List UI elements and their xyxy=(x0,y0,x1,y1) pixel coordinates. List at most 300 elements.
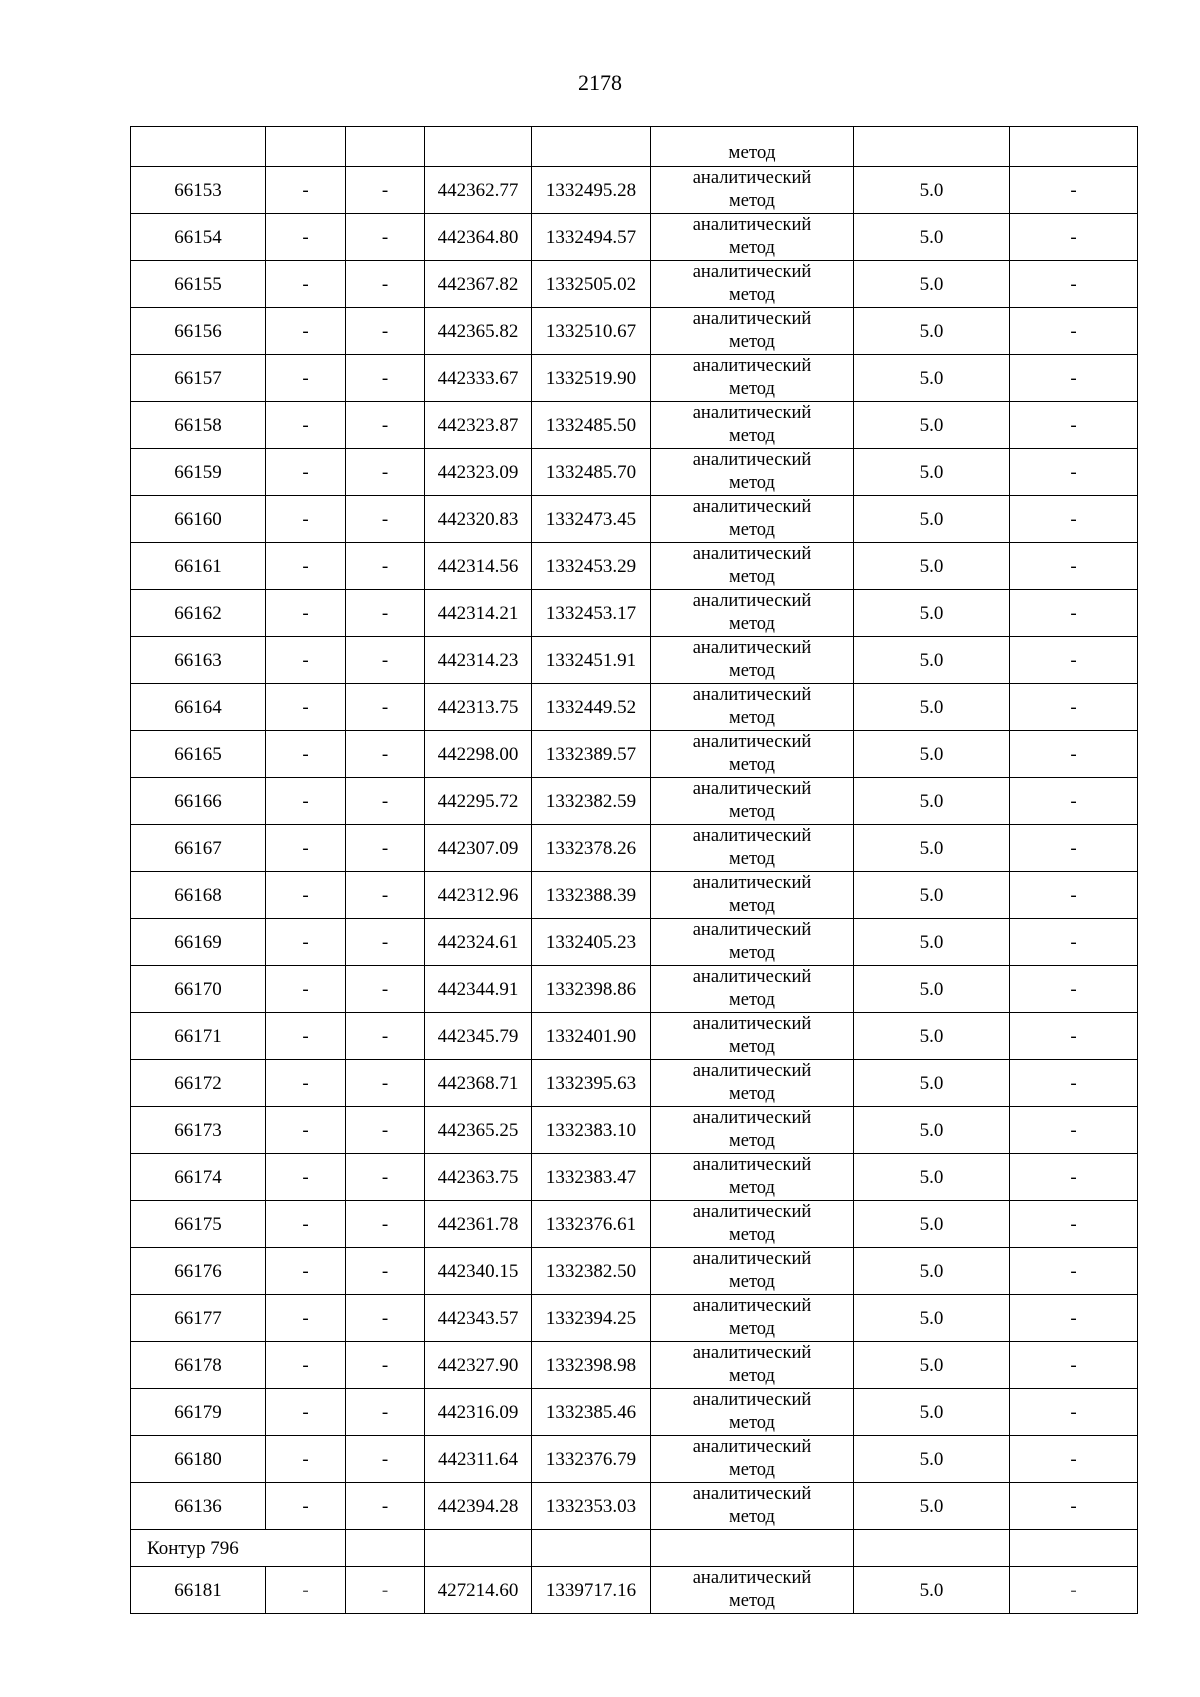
cell-method xyxy=(651,1060,854,1107)
cell-point-id: 66178 xyxy=(131,1342,266,1389)
contour-label: Контур 796 xyxy=(131,1530,346,1567)
cell-accuracy: 5.0 xyxy=(854,1154,1010,1201)
cell-accuracy: 5.0 xyxy=(854,449,1010,496)
table-row xyxy=(131,355,1138,402)
cell-x: 442316.09 xyxy=(425,1389,532,1436)
table-row xyxy=(131,449,1138,496)
table-row xyxy=(131,637,1138,684)
cell-dash: - xyxy=(266,1342,346,1389)
cell-method xyxy=(651,684,854,731)
cell-dash: - xyxy=(1010,590,1138,637)
cell-dash: - xyxy=(266,1248,346,1295)
cell-point-id: 66153 xyxy=(131,167,266,214)
method-line-2: метод xyxy=(729,802,775,822)
cell-method xyxy=(651,1483,854,1530)
method-line-2: метод xyxy=(729,567,775,587)
cell-y: 1332495.28 xyxy=(532,167,651,214)
cell-dash: - xyxy=(1010,402,1138,449)
method-line-1: аналитический xyxy=(692,1484,812,1504)
cell-dash: - xyxy=(346,1342,425,1389)
cell-method xyxy=(651,778,854,825)
cell-dash: - xyxy=(266,966,346,1013)
cell-x: 442365.82 xyxy=(425,308,532,355)
cell-point-id: 66165 xyxy=(131,731,266,778)
cell-point-id: 66161 xyxy=(131,543,266,590)
cell-x: 442345.79 xyxy=(425,1013,532,1060)
cell-dash: - xyxy=(1010,214,1138,261)
cell-dash: - xyxy=(1010,167,1138,214)
cell-dash: - xyxy=(1010,966,1138,1013)
coordinates-table xyxy=(130,126,1138,1614)
cell-x: 442340.15 xyxy=(425,1248,532,1295)
cell-accuracy: 5.0 xyxy=(854,1567,1010,1614)
cell-x: 442314.21 xyxy=(425,590,532,637)
cell-accuracy: 5.0 xyxy=(854,543,1010,590)
method-line-2: метод xyxy=(729,1225,775,1245)
cell-accuracy: 5.0 xyxy=(854,919,1010,966)
cell-accuracy: 5.0 xyxy=(854,261,1010,308)
cell-y: 1332388.39 xyxy=(532,872,651,919)
cell-x: 442313.75 xyxy=(425,684,532,731)
page-number: 2178 xyxy=(578,70,622,95)
cell-dash: - xyxy=(346,1483,425,1530)
cell-dash: - xyxy=(346,1013,425,1060)
method-line-2: метод xyxy=(729,285,775,305)
table-row xyxy=(131,1483,1138,1530)
method-line-1: аналитический xyxy=(692,873,812,893)
method-line-1: аналитический xyxy=(692,1108,812,1128)
table-row xyxy=(131,731,1138,778)
cell-dash: - xyxy=(266,1013,346,1060)
cell-accuracy: 5.0 xyxy=(854,731,1010,778)
cell-method xyxy=(651,1107,854,1154)
cell-x: 442295.72 xyxy=(425,778,532,825)
cell-point-id: 66160 xyxy=(131,496,266,543)
cell-x: 442363.75 xyxy=(425,1154,532,1201)
cell-dash: - xyxy=(1010,449,1138,496)
cell-dash: - xyxy=(346,1389,425,1436)
cell-empty xyxy=(266,127,346,167)
cell-x: 442324.61 xyxy=(425,919,532,966)
cell-dash: - xyxy=(1010,261,1138,308)
cell-dash: - xyxy=(266,872,346,919)
cell-x: 442343.57 xyxy=(425,1295,532,1342)
table-row xyxy=(131,872,1138,919)
cell-y: 1332376.79 xyxy=(532,1436,651,1483)
cell-method xyxy=(651,308,854,355)
cell-dash: - xyxy=(346,731,425,778)
cell-point-id: 66173 xyxy=(131,1107,266,1154)
cell-dash: - xyxy=(346,1201,425,1248)
cell-empty xyxy=(1010,1530,1138,1567)
cell-dash: - xyxy=(346,1248,425,1295)
continuation-row xyxy=(131,127,1138,167)
method-line-1: аналитический xyxy=(692,638,812,658)
method-line-2: метод xyxy=(729,1037,775,1057)
cell-dash: - xyxy=(266,778,346,825)
cell-accuracy: 5.0 xyxy=(854,1107,1010,1154)
cell-accuracy: 5.0 xyxy=(854,1201,1010,1248)
cell-y: 1332382.59 xyxy=(532,778,651,825)
table-row xyxy=(131,778,1138,825)
table-row xyxy=(131,1389,1138,1436)
table-row xyxy=(131,1295,1138,1342)
cell-accuracy: 5.0 xyxy=(854,308,1010,355)
method-line-1: аналитический xyxy=(692,685,812,705)
cell-method xyxy=(651,402,854,449)
method-line-2: метод xyxy=(729,896,775,916)
cell-dash: - xyxy=(266,214,346,261)
cell-method xyxy=(651,1436,854,1483)
method-line-2: метод xyxy=(729,708,775,728)
cell-point-id: 66179 xyxy=(131,1389,266,1436)
cell-dash: - xyxy=(266,167,346,214)
cell-y: 1332494.57 xyxy=(532,214,651,261)
cell-point-id: 66176 xyxy=(131,1248,266,1295)
cell-point-id: 66180 xyxy=(131,1436,266,1483)
method-line-1: аналитический xyxy=(692,450,812,470)
cell-accuracy: 5.0 xyxy=(854,355,1010,402)
cell-accuracy: 5.0 xyxy=(854,1342,1010,1389)
method-line-1: аналитический xyxy=(692,779,812,799)
cell-dash: - xyxy=(346,1107,425,1154)
cell-empty xyxy=(425,127,532,167)
cell-dash: - xyxy=(266,919,346,966)
cell-method xyxy=(651,355,854,402)
method-line-1: аналитический xyxy=(692,591,812,611)
cell-dash: - xyxy=(346,214,425,261)
cell-dash: - xyxy=(346,1295,425,1342)
table-row xyxy=(131,214,1138,261)
cell-point-id: 66163 xyxy=(131,637,266,684)
cell-accuracy: 5.0 xyxy=(854,637,1010,684)
cell-accuracy: 5.0 xyxy=(854,966,1010,1013)
cell-dash: - xyxy=(1010,1342,1138,1389)
method-line-1: аналитический xyxy=(692,168,812,188)
method-line-2: метод xyxy=(729,332,775,352)
cell-method xyxy=(651,1342,854,1389)
cell-y: 1332398.86 xyxy=(532,966,651,1013)
cell-y: 1332401.90 xyxy=(532,1013,651,1060)
cell-point-id: 66157 xyxy=(131,355,266,402)
table-row xyxy=(131,590,1138,637)
cell-dash: - xyxy=(1010,825,1138,872)
cell-dash: - xyxy=(266,1154,346,1201)
method-line-2: метод xyxy=(729,661,775,681)
cell-dash: - xyxy=(1010,1060,1138,1107)
method-line-1: аналитический xyxy=(692,1155,812,1175)
cell-method xyxy=(651,1013,854,1060)
table-row xyxy=(131,1201,1138,1248)
table-row xyxy=(131,496,1138,543)
cell-accuracy: 5.0 xyxy=(854,1060,1010,1107)
method-line-2: метод xyxy=(729,990,775,1010)
table-row xyxy=(131,1013,1138,1060)
cell-dash: - xyxy=(346,637,425,684)
cell-dash: - xyxy=(346,1154,425,1201)
cell-y: 1332510.67 xyxy=(532,308,651,355)
cell-dash: - xyxy=(346,308,425,355)
cell-dash: - xyxy=(346,919,425,966)
cell-dash: - xyxy=(266,825,346,872)
cell-accuracy: 5.0 xyxy=(854,214,1010,261)
method-line-2: метод xyxy=(729,191,775,211)
cell-empty xyxy=(854,1530,1010,1567)
table-row xyxy=(131,1060,1138,1107)
cell-y: 1332485.50 xyxy=(532,402,651,449)
cell-method xyxy=(651,966,854,1013)
table-row xyxy=(131,1154,1138,1201)
method-line-2: метод xyxy=(729,755,775,775)
cell-dash: - xyxy=(266,1436,346,1483)
cell-dash: - xyxy=(1010,637,1138,684)
cell-dash: - xyxy=(266,1201,346,1248)
method-line-2: метод xyxy=(729,520,775,540)
cell-empty xyxy=(346,127,425,167)
table-row xyxy=(131,402,1138,449)
method-line-1: аналитический xyxy=(692,1202,812,1222)
cell-y: 1332519.90 xyxy=(532,355,651,402)
table-row xyxy=(131,825,1138,872)
cell-x: 442327.90 xyxy=(425,1342,532,1389)
table-row xyxy=(131,1107,1138,1154)
cell-accuracy: 5.0 xyxy=(854,167,1010,214)
cell-empty xyxy=(532,1530,651,1567)
cell-y: 1332383.47 xyxy=(532,1154,651,1201)
cell-point-id: 66155 xyxy=(131,261,266,308)
cell-y: 1332382.50 xyxy=(532,1248,651,1295)
cell-accuracy: 5.0 xyxy=(854,1389,1010,1436)
cell-accuracy: 5.0 xyxy=(854,1483,1010,1530)
cell-x: 442333.67 xyxy=(425,355,532,402)
cell-point-id: 66169 xyxy=(131,919,266,966)
cell-x: 442361.78 xyxy=(425,1201,532,1248)
cell-accuracy: 5.0 xyxy=(854,825,1010,872)
cell-y: 1339717.16 xyxy=(532,1567,651,1614)
cell-method xyxy=(651,590,854,637)
cell-y: 1332451.91 xyxy=(532,637,651,684)
cell-point-id: 66168 xyxy=(131,872,266,919)
method-line-2: метод xyxy=(729,379,775,399)
cell-x: 442368.71 xyxy=(425,1060,532,1107)
cell-y: 1332405.23 xyxy=(532,919,651,966)
method-line-2: метод xyxy=(729,1084,775,1104)
cell-empty xyxy=(131,127,266,167)
cell-point-id: 66177 xyxy=(131,1295,266,1342)
cell-method xyxy=(651,167,854,214)
cell-dash: - xyxy=(346,1436,425,1483)
cell-dash: - xyxy=(1010,496,1138,543)
cell-method xyxy=(651,1248,854,1295)
cell-point-id: 66162 xyxy=(131,590,266,637)
cell-dash: - xyxy=(266,1060,346,1107)
method-line-1: аналитический xyxy=(692,732,812,752)
cell-dash: - xyxy=(346,684,425,731)
method-line-2: метод xyxy=(729,1178,775,1198)
cell-dash: - xyxy=(266,449,346,496)
cell-y: 1332398.98 xyxy=(532,1342,651,1389)
method-line-2: метод xyxy=(729,238,775,258)
cell-dash: - xyxy=(266,1567,346,1614)
cell-method xyxy=(651,449,854,496)
table-row xyxy=(131,167,1138,214)
cell-point-id: 66174 xyxy=(131,1154,266,1201)
cell-point-id: 66136 xyxy=(131,1483,266,1530)
cell-x: 442307.09 xyxy=(425,825,532,872)
cell-dash: - xyxy=(1010,1567,1138,1614)
cell-x: 442320.83 xyxy=(425,496,532,543)
cell-accuracy: 5.0 xyxy=(854,1248,1010,1295)
table-row xyxy=(131,1567,1138,1614)
cell-x: 442344.91 xyxy=(425,966,532,1013)
cell-accuracy: 5.0 xyxy=(854,590,1010,637)
cell-dash: - xyxy=(266,731,346,778)
cell-dash: - xyxy=(1010,684,1138,731)
cell-point-id: 66154 xyxy=(131,214,266,261)
cell-point-id: 66166 xyxy=(131,778,266,825)
cell-method xyxy=(651,637,854,684)
cell-y: 1332383.10 xyxy=(532,1107,651,1154)
method-line-1: аналитический xyxy=(692,309,812,329)
cell-x: 442311.64 xyxy=(425,1436,532,1483)
method-line-1: аналитический xyxy=(692,1061,812,1081)
table-row xyxy=(131,1248,1138,1295)
cell-x: 427214.60 xyxy=(425,1567,532,1614)
cell-dash: - xyxy=(266,402,346,449)
cell-x: 442314.56 xyxy=(425,543,532,590)
cell-y: 1332389.57 xyxy=(532,731,651,778)
cell-point-id: 66171 xyxy=(131,1013,266,1060)
cell-method xyxy=(651,261,854,308)
cell-y: 1332378.26 xyxy=(532,825,651,872)
method-line-2: метод xyxy=(729,614,775,634)
cell-dash: - xyxy=(266,590,346,637)
contour-row xyxy=(131,1530,1138,1567)
table-row xyxy=(131,261,1138,308)
table-row xyxy=(131,919,1138,966)
cell-empty xyxy=(1010,127,1138,167)
cell-accuracy: 5.0 xyxy=(854,1013,1010,1060)
cell-point-id: 66156 xyxy=(131,308,266,355)
method-line-1: аналитический xyxy=(692,1343,812,1363)
cell-accuracy: 5.0 xyxy=(854,1295,1010,1342)
method-line-1: аналитический xyxy=(692,1437,812,1457)
cell-method xyxy=(651,825,854,872)
cell-accuracy: 5.0 xyxy=(854,684,1010,731)
cell-method xyxy=(651,496,854,543)
cell-dash: - xyxy=(1010,308,1138,355)
method-line-1: аналитический xyxy=(692,544,812,564)
cell-point-id: 66167 xyxy=(131,825,266,872)
method-line-1: аналитический xyxy=(692,1249,812,1269)
method-line-1: аналитический xyxy=(692,920,812,940)
cell-dash: - xyxy=(1010,919,1138,966)
cell-method xyxy=(651,543,854,590)
cell-dash: - xyxy=(1010,1248,1138,1295)
cell-accuracy: 5.0 xyxy=(854,402,1010,449)
cell-dash: - xyxy=(266,1295,346,1342)
method-line-2: метод xyxy=(729,1366,775,1386)
cell-method xyxy=(651,872,854,919)
cell-dash: - xyxy=(266,684,346,731)
cell-dash: - xyxy=(346,872,425,919)
cell-dash: - xyxy=(266,1107,346,1154)
method-line-1: аналитический xyxy=(692,1390,812,1410)
method-line-1: аналитический xyxy=(692,1014,812,1034)
cell-empty xyxy=(346,1530,425,1567)
cell-dash: - xyxy=(266,637,346,684)
cell-point-id: 66170 xyxy=(131,966,266,1013)
cell-dash: - xyxy=(1010,1389,1138,1436)
cell-dash: - xyxy=(346,543,425,590)
cell-method xyxy=(651,1201,854,1248)
cell-dash: - xyxy=(346,778,425,825)
cell-y: 1332376.61 xyxy=(532,1201,651,1248)
cell-y: 1332453.17 xyxy=(532,590,651,637)
method-line-2: метод xyxy=(729,1460,775,1480)
cell-empty xyxy=(532,127,651,167)
cell-y: 1332394.25 xyxy=(532,1295,651,1342)
cell-point-id: 66181 xyxy=(131,1567,266,1614)
method-line-1: аналитический xyxy=(692,826,812,846)
cell-dash: - xyxy=(266,496,346,543)
method-line-1: аналитический xyxy=(692,1296,812,1316)
cell-dash: - xyxy=(346,590,425,637)
cell-y: 1332385.46 xyxy=(532,1389,651,1436)
cell-dash: - xyxy=(1010,731,1138,778)
cell-accuracy: 5.0 xyxy=(854,872,1010,919)
table-row xyxy=(131,543,1138,590)
cell-dash: - xyxy=(346,167,425,214)
cell-x: 442323.87 xyxy=(425,402,532,449)
method-line-2: метод xyxy=(729,1591,775,1611)
method-line-2: метод xyxy=(729,1272,775,1292)
method-line-1: аналитический xyxy=(692,215,812,235)
cell-dash: - xyxy=(266,1389,346,1436)
cell-dash: - xyxy=(346,1567,425,1614)
cell-dash: - xyxy=(266,308,346,355)
cell-method xyxy=(651,919,854,966)
cell-dash: - xyxy=(1010,1013,1138,1060)
cell-dash: - xyxy=(1010,778,1138,825)
cell-dash: - xyxy=(346,966,425,1013)
cell-point-id: 66164 xyxy=(131,684,266,731)
cell-x: 442314.23 xyxy=(425,637,532,684)
cell-dash: - xyxy=(1010,1154,1138,1201)
cell-dash: - xyxy=(346,449,425,496)
cell-x: 442367.82 xyxy=(425,261,532,308)
cell-dash: - xyxy=(266,543,346,590)
cell-y: 1332485.70 xyxy=(532,449,651,496)
method-line-1: аналитический xyxy=(692,967,812,987)
method-line-2: метод xyxy=(729,943,775,963)
cell-method xyxy=(651,214,854,261)
method-line-2: метод xyxy=(729,473,775,493)
cell-x: 442364.80 xyxy=(425,214,532,261)
cell-accuracy: 5.0 xyxy=(854,1436,1010,1483)
cell-method-tail: метод xyxy=(651,127,854,167)
cell-accuracy: 5.0 xyxy=(854,778,1010,825)
cell-point-id: 66175 xyxy=(131,1201,266,1248)
cell-dash: - xyxy=(1010,1483,1138,1530)
table-row xyxy=(131,966,1138,1013)
cell-dash: - xyxy=(266,261,346,308)
table-row xyxy=(131,1436,1138,1483)
cell-dash: - xyxy=(346,261,425,308)
cell-empty xyxy=(425,1530,532,1567)
cell-method xyxy=(651,1567,854,1614)
cell-y: 1332395.63 xyxy=(532,1060,651,1107)
